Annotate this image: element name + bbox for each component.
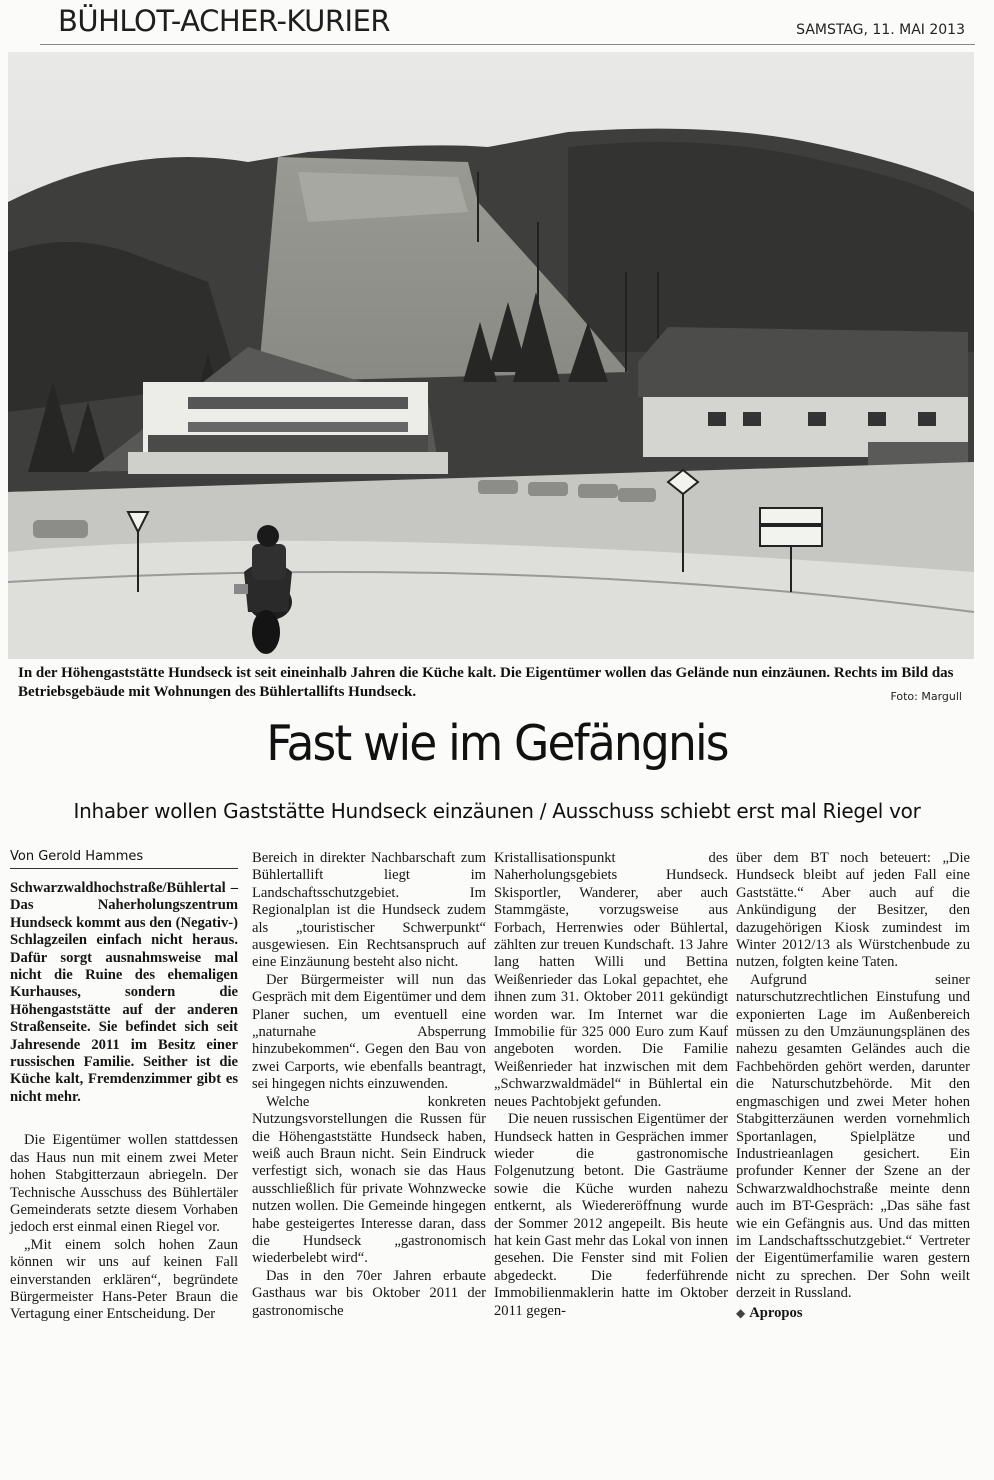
- issue-date: SAMSTAG, 11. MAI 2013: [796, 22, 965, 38]
- photo-credit: Foto: Margull: [890, 690, 962, 703]
- newspaper-name: BÜHLOT-ACHER-KURIER: [58, 4, 391, 38]
- photo-caption: In der Höhengaststätte Hundseck ist seit eineinhalb Jahren die Küche kalt. Die Eigentümer wollen das Gelände nun einzäunen. Rechts im Bild das Betriebsgebäude mit Wohnungen des Bühlertallifts Hundseck.: [18, 665, 954, 700]
- article-column-4: [736, 850, 970, 1450]
- article-photo: [8, 52, 974, 659]
- paragraph: Aufgrund seiner naturschutzrechtlichen Einstufung und exponierten Lage im Außenbereich müssen zu den Umzäunungsplänen des nahezu gesamten Geländes auch die Fachbehörden gehört werden, darunter die Naturschutzbehörde. Mit den engmaschigen und zwei Meter hohen Stabgitterzäunen werden vornehmlich Sportanlagen, Spielplätze und Industrieanlagen gesichert. Ein profunder Kenner der Szene an der Schwarzwaldhochstraße meinte denn auch im BT-Gespräch: „Das sähe fast wie ein Gefängnis aus. Und das mitten im Landschaftsschutzgebiet.“ Vertreter der Eigentümerfamilie waren gestern nicht zu sprechen. Der Sohn weilt derzeit in Russland.: [736, 971, 970, 1302]
- diamond-icon: ◆: [736, 1305, 746, 1320]
- byline: Von Gerold Hammes: [10, 849, 238, 869]
- paragraph: Die Eigentümer wollen stattdessen das Haus nun mit einem zwei Meter hohen Stabgitterzaun abriegeln. Der Technische Ausschuss des Bühlertäler Gemeinderats setzte diesem Vorhaben jedoch erst einmal einen Riegel vor.: [10, 1132, 238, 1236]
- paragraph: Die neuen russischen Eigentümer der Hundseck hatten in Gesprächen immer wieder die gastronomische Folgenutzung betont. Die Gasträume sowie die Küche wurden nahezu entkernt, als Wiedereröffnung wurde der Sommer 2012 angepeilt. Bis heute hat kein Gast mehr das Lokal von innen gesehen. Die Fenster sind mit Folien abgedeckt. Die federführende Immobilienmaklerin hatte im Oktober 2011 gegen-: [494, 1111, 728, 1319]
- article-column-3: [494, 850, 728, 1450]
- apropos-label: Apropos: [749, 1304, 803, 1321]
- article-column-2: [252, 850, 486, 1450]
- paragraph: Bereich in direkter Nachbarschaft zum Bühlertallift liegt im Landschaftsschutzgebiet. Im Regionalplan ist die Hundseck zudem als „touristischer Schwerpunkt“ ausgewiesen. Ein Rechtsanspruch auf eine Einzäunung besteht also nicht.: [252, 850, 486, 971]
- masthead: [40, 4, 975, 45]
- article-lead: Schwarzwaldhochstraße/Bühlertal – Das Naherholungszentrum Hundseck kommt aus den (Negativ-) Schlagzeilen einfach nicht heraus. Dafür sorgt ausnahmsweise mal nicht die Ruine des ehemaligen Kurhauses, sondern die Höhengaststätte auf der anderen Straßenseite. Sie befindet sich seit Jahresende 2011 im Besitz einer russischen Familie. Seither ist die Küche kalt, Fremdenzimmer gibt es nicht mehr.: [10, 880, 238, 1105]
- paragraph: Das in den 70er Jahren erbaute Gasthaus war bis Oktober 2011 der gastronomische: [252, 1267, 486, 1319]
- headline: Fast wie im Gefängnis: [266, 715, 728, 772]
- paragraph: Welche konkreten Nutzungsvorstellungen die Russen für die Höhengaststätte Hundseck haben, weiß auch Braun nicht. Sein Eindruck verfestigt sich, wonach sie das Haus ausschließlich für private Wohnzwecke nutzen wollen. Die Gemeinde hingegen habe gesteigertes Interesse daran, dass die Hundseck „gastronomisch wiederbelebt wird“.: [252, 1093, 486, 1267]
- apropos-reference: [736, 1305, 970, 1322]
- paragraph: Der Bürgermeister will nun das Gespräch mit dem Eigentümer und dem Planer suchen, um eventuell eine „naturnahe Absperrung hinzubekommen“. Gegen den Bau von zwei Carports, wie ebenfalls beantragt, sei hingegen nichts einzuwenden.: [252, 971, 486, 1093]
- article-column-1: [10, 880, 238, 1480]
- paragraph: „Mit einem solch hohen Zaun können wir uns auf keinen Fall einverstanden erklären“, begründete Bürgermeister Hans-Peter Braun die Vertagung einer Entscheidung. Der: [10, 1236, 238, 1323]
- subheadline: Inhaber wollen Gaststätte Hundseck einzäunen / Ausschuss schiebt erst mal Riegel vor: [73, 799, 921, 823]
- paragraph: Kristallisationspunkt des Naherholungsgebiets Hundseck. Skisportler, Wanderer, aber auch Stammgäste, vorzugsweise aus Forbach, Herrenwies oder Bühlertal, zählten zur treuen Kundschaft. 13 Jahre lang hatten Willi und Bettina Weißenrieder das Lokal gepachtet, ehe ihnen zum 31. Oktober 2011 gekündigt worden war. Im Internet war die Immobilie für 325 000 Euro zum Kauf angeboten worden. Die Familie Weißenrieder hat inzwischen mit dem „Schwarzwaldmädel“ in Bühlertal ein neues Pachtobjekt gefunden.: [494, 850, 728, 1110]
- paragraph: über dem BT noch beteuert: „Die Hundseck bleibt auf jeden Fall eine Gaststätte.“ Aber auch auf die Ankündigung der Besitzer, den dazugehörigen Kiosk zumindest im Winter 2012/13 als Würstchenbude zu nutzen, folgten keine Taten.: [736, 850, 970, 971]
